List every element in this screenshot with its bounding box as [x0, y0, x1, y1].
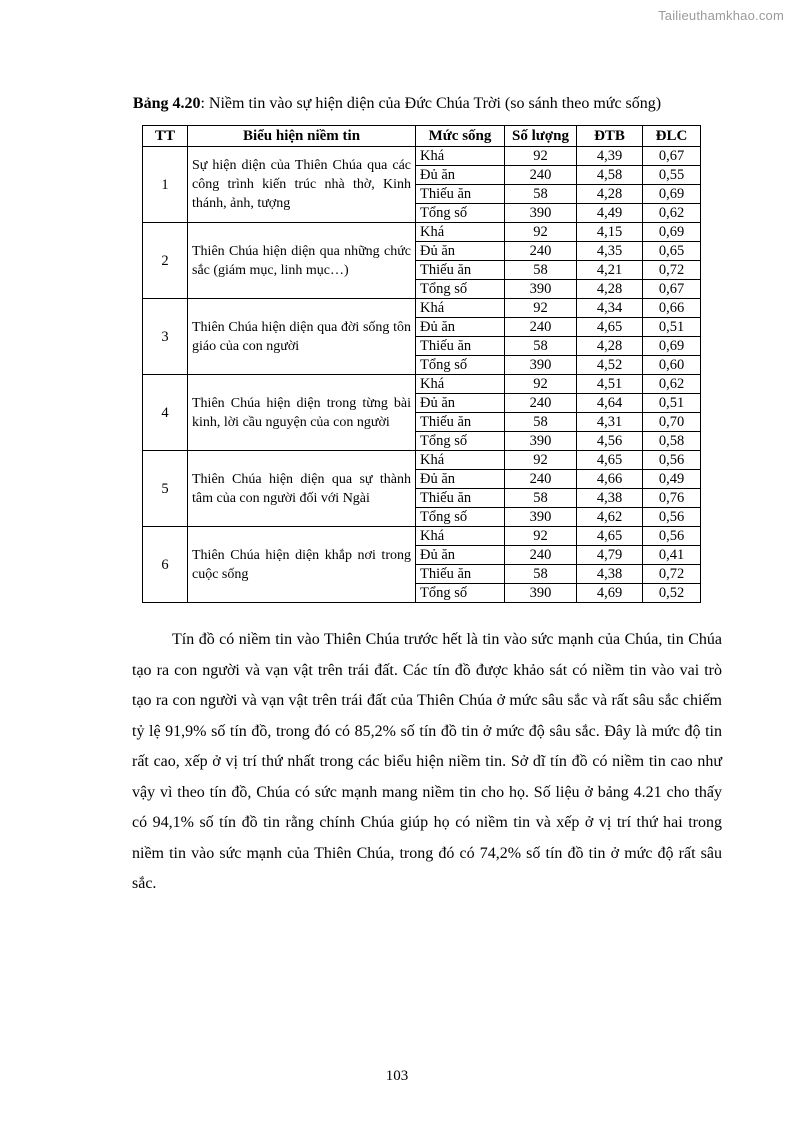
cell-count: 58 [505, 413, 577, 432]
cell-living-standard: Tổng số [416, 508, 505, 527]
cell-count: 240 [505, 166, 577, 185]
cell-mean: 4,28 [577, 185, 643, 204]
cell-mean: 4,39 [577, 147, 643, 166]
cell-mean: 4,15 [577, 223, 643, 242]
table-row [143, 527, 701, 546]
cell-living-standard: Thiếu ăn [416, 261, 505, 280]
cell-living-standard: Đủ ăn [416, 546, 505, 565]
cell-sd: 0,56 [643, 451, 701, 470]
cell-count: 58 [505, 565, 577, 584]
cell-count: 240 [505, 242, 577, 261]
cell-sd: 0,66 [643, 299, 701, 318]
cell-count: 92 [505, 299, 577, 318]
header-sd: ĐLC [643, 126, 701, 147]
header-tt: TT [143, 126, 188, 147]
cell-sd: 0,72 [643, 565, 701, 584]
cell-sd: 0,49 [643, 470, 701, 489]
cell-mean: 4,65 [577, 527, 643, 546]
cell-living-standard: Khá [416, 223, 505, 242]
cell-sd: 0,51 [643, 318, 701, 337]
table-row [143, 147, 701, 166]
cell-count: 92 [505, 223, 577, 242]
cell-mean: 4,69 [577, 584, 643, 603]
cell-living-standard: Thiếu ăn [416, 337, 505, 356]
cell-count: 58 [505, 185, 577, 204]
table-row [143, 375, 701, 394]
cell-living-standard: Tổng số [416, 204, 505, 223]
cell-mean: 4,28 [577, 280, 643, 299]
cell-mean: 4,56 [577, 432, 643, 451]
cell-tt: 5 [143, 451, 188, 527]
cell-mean: 4,38 [577, 565, 643, 584]
cell-tt: 6 [143, 527, 188, 603]
cell-sd: 0,41 [643, 546, 701, 565]
table-row [143, 299, 701, 318]
cell-sd: 0,55 [643, 166, 701, 185]
cell-mean: 4,31 [577, 413, 643, 432]
cell-living-standard: Thiếu ăn [416, 413, 505, 432]
cell-sd: 0,69 [643, 223, 701, 242]
header-mean: ĐTB [577, 126, 643, 147]
cell-living-standard: Khá [416, 527, 505, 546]
cell-mean: 4,38 [577, 489, 643, 508]
cell-sd: 0,69 [643, 185, 701, 204]
cell-mean: 4,34 [577, 299, 643, 318]
cell-tt: 3 [143, 299, 188, 375]
cell-count: 58 [505, 261, 577, 280]
cell-sd: 0,65 [643, 242, 701, 261]
cell-living-standard: Thiếu ăn [416, 185, 505, 204]
cell-mean: 4,62 [577, 508, 643, 527]
cell-count: 92 [505, 375, 577, 394]
cell-sd: 0,67 [643, 147, 701, 166]
cell-living-standard: Khá [416, 299, 505, 318]
cell-living-standard: Thiếu ăn [416, 489, 505, 508]
cell-count: 390 [505, 508, 577, 527]
body-paragraph: Tín đồ có niềm tin vào Thiên Chúa trước hết là tin vào sức mạnh của Chúa, tin Chúa tạo ra con người và vạn vật trên trái đất. Các tín đồ được khảo sát có niềm tin vào vai trò tạo ra con người và vạn vật trên trái đất của Thiên Chúa ở mức sâu sắc và rất sâu sắc chiếm tỷ lệ 91,9% số tín đồ, trong đó có 85,2% số tín đồ tin ở mức độ sâu sắc. Đây là mức độ tin rất cao, xếp ở vị trí thứ nhất trong các biểu hiện niềm tin. Sở dĩ tín đồ có niềm tin cao như vậy vì theo tín đồ, Chúa có sức mạnh mang niềm tin cho họ. Số liệu ở bảng 4.21 cho thấy có 94,1% số tín đồ tin rằng chính Chúa giúp họ có niềm tin và xếp ở vị trí thứ hai trong niềm tin vào sức mạnh của Thiên Chúa, trong đó có 74,2% số tín đồ tin ở mức độ rất sâu sắc. [132, 631, 722, 892]
cell-expression: Thiên Chúa hiện diện khắp nơi trong cuộc sống [188, 527, 416, 603]
cell-tt: 4 [143, 375, 188, 451]
cell-mean: 4,21 [577, 261, 643, 280]
table-caption [0, 95, 794, 113]
cell-mean: 4,35 [577, 242, 643, 261]
cell-mean: 4,51 [577, 375, 643, 394]
cell-living-standard: Khá [416, 451, 505, 470]
cell-expression: Thiên Chúa hiện diện qua những chức sắc (giám mục, linh mục…) [188, 223, 416, 299]
cell-sd: 0,76 [643, 489, 701, 508]
cell-count: 92 [505, 527, 577, 546]
cell-living-standard: Tổng số [416, 356, 505, 375]
header-living-standard: Mức sống [416, 126, 505, 147]
cell-living-standard: Đủ ăn [416, 242, 505, 261]
cell-count: 240 [505, 318, 577, 337]
cell-living-standard: Thiếu ăn [416, 565, 505, 584]
cell-mean: 4,79 [577, 546, 643, 565]
cell-sd: 0,52 [643, 584, 701, 603]
cell-count: 390 [505, 584, 577, 603]
cell-count: 240 [505, 470, 577, 489]
cell-count: 58 [505, 337, 577, 356]
table-caption-text: : Niềm tin vào sự hiện diện của Đức Chúa Trời (so sánh theo mức sống) [200, 95, 662, 112]
cell-count: 390 [505, 356, 577, 375]
cell-living-standard: Khá [416, 147, 505, 166]
cell-count: 92 [505, 451, 577, 470]
cell-living-standard: Đủ ăn [416, 318, 505, 337]
page-number: 103 [385, 1068, 409, 1084]
watermark: Tailieuthamkhao.com [658, 8, 784, 23]
cell-count: 390 [505, 204, 577, 223]
cell-sd: 0,56 [643, 527, 701, 546]
cell-sd: 0,62 [643, 375, 701, 394]
cell-sd: 0,67 [643, 280, 701, 299]
cell-tt: 1 [143, 147, 188, 223]
cell-tt: 2 [143, 223, 188, 299]
cell-count: 58 [505, 489, 577, 508]
cell-count: 390 [505, 432, 577, 451]
cell-living-standard: Đủ ăn [416, 394, 505, 413]
cell-mean: 4,65 [577, 451, 643, 470]
cell-count: 390 [505, 280, 577, 299]
cell-sd: 0,62 [643, 204, 701, 223]
cell-expression: Sự hiện diện của Thiên Chúa qua các công trình kiến trúc nhà thờ, Kinh thánh, ảnh, tượng [188, 147, 416, 223]
cell-sd: 0,51 [643, 394, 701, 413]
cell-sd: 0,60 [643, 356, 701, 375]
cell-living-standard: Khá [416, 375, 505, 394]
cell-mean: 4,52 [577, 356, 643, 375]
cell-sd: 0,56 [643, 508, 701, 527]
header-count: Số lượng [505, 126, 577, 147]
cell-living-standard: Tổng số [416, 584, 505, 603]
cell-mean: 4,64 [577, 394, 643, 413]
cell-count: 240 [505, 394, 577, 413]
cell-living-standard: Tổng số [416, 280, 505, 299]
cell-sd: 0,69 [643, 337, 701, 356]
cell-expression: Thiên Chúa hiện diện trong từng bài kinh, lời cầu nguyện của con người [188, 375, 416, 451]
cell-sd: 0,72 [643, 261, 701, 280]
cell-living-standard: Đủ ăn [416, 470, 505, 489]
header-expression: Biểu hiện niềm tin [188, 126, 416, 147]
cell-count: 92 [505, 147, 577, 166]
cell-sd: 0,70 [643, 413, 701, 432]
table-caption-label: Bảng 4.20 [132, 95, 201, 112]
cell-living-standard: Đủ ăn [416, 166, 505, 185]
cell-mean: 4,65 [577, 318, 643, 337]
table-row [143, 451, 701, 470]
table-row [143, 223, 701, 242]
cell-living-standard: Tổng số [416, 432, 505, 451]
cell-count: 240 [505, 546, 577, 565]
data-table [142, 125, 701, 603]
cell-mean: 4,66 [577, 470, 643, 489]
cell-mean: 4,28 [577, 337, 643, 356]
cell-mean: 4,58 [577, 166, 643, 185]
cell-mean: 4,49 [577, 204, 643, 223]
cell-expression: Thiên Chúa hiện diện qua sự thành tâm của con người đối với Ngài [188, 451, 416, 527]
table-body [143, 147, 701, 603]
cell-expression: Thiên Chúa hiện diện qua đời sống tôn giáo của con người [188, 299, 416, 375]
cell-sd: 0,58 [643, 432, 701, 451]
table-header-row [143, 126, 701, 147]
